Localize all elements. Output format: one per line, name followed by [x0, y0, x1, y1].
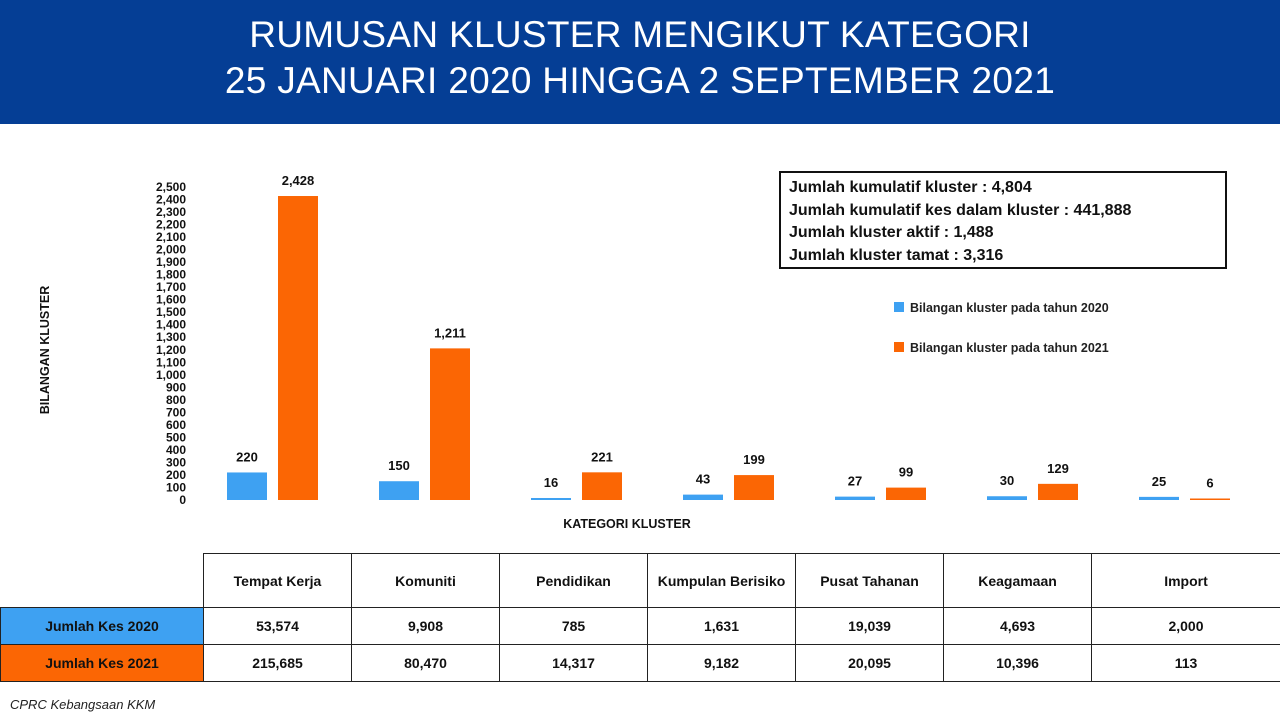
x-axis-title: KATEGORI KLUSTER — [563, 517, 691, 531]
bar-2020 — [1139, 497, 1179, 500]
y-tick-label: 1,600 — [155, 292, 186, 307]
y-tick-label: 100 — [165, 480, 186, 495]
page-subtitle: 25 JANUARI 2020 HINGGA 2 SEPTEMBER 2021 — [224, 60, 1056, 101]
y-tick-label: 1,500 — [155, 305, 186, 320]
table-cell: 1,631 — [648, 608, 796, 645]
y-tick-label: 2,500 — [155, 180, 186, 194]
bar-2020 — [379, 481, 419, 500]
summary-active-clusters: Jumlah kluster aktif : 1,488 — [789, 224, 994, 241]
table-header-cell: Komuniti — [352, 554, 500, 608]
legend-label: Bilangan kluster pada tahun 2021 — [910, 341, 1109, 355]
bar-value-label: 6 — [1206, 475, 1214, 491]
table-corner-cell — [1, 554, 204, 608]
bar-value-label: 2,428 — [281, 173, 315, 189]
table-header-cell: Import — [1092, 554, 1280, 608]
table-cell: 53,574 — [204, 608, 352, 645]
table-cell: 9,908 — [352, 608, 500, 645]
summary-ended-clusters: Jumlah kluster tamat : 3,316 — [789, 246, 1004, 264]
bar-2021 — [734, 475, 774, 500]
y-tick-label: 1,700 — [155, 280, 186, 295]
table-cell: 4,693 — [944, 608, 1092, 645]
table-cell: 785 — [500, 608, 648, 645]
bar-2021 — [1190, 499, 1230, 501]
y-tick-label: 300 — [165, 455, 186, 470]
bar-value-label: 220 — [236, 449, 258, 465]
table-cell: 80,470 — [352, 645, 500, 682]
bar-value-label: 27 — [847, 473, 863, 489]
bar-value-label: 150 — [388, 458, 410, 474]
title-banner — [0, 0, 1280, 124]
y-tick-label: 500 — [165, 430, 186, 445]
row-label-2020: Jumlah Kes 2020 — [1, 608, 204, 645]
summary-cumulative-cases: Jumlah kumulatif kes dalam kluster : 441,888 — [789, 201, 1132, 219]
table-cell: 9,182 — [648, 645, 796, 682]
y-tick-label: 2,000 — [155, 242, 186, 257]
legend-label: Bilangan kluster pada tahun 2020 — [910, 301, 1109, 315]
summary-box — [779, 171, 1227, 269]
bar-2020 — [227, 472, 267, 500]
bar-2020 — [987, 496, 1027, 500]
y-tick-label: 400 — [165, 442, 186, 457]
y-tick-label: 2,300 — [155, 205, 186, 220]
table-cell: 10,396 — [944, 645, 1092, 682]
y-axis-title: BILANGAN KLUSTER — [38, 285, 52, 415]
y-tick-label: 200 — [165, 467, 186, 482]
table-cell: 113 — [1092, 645, 1280, 682]
table-cell: 215,685 — [204, 645, 352, 682]
row-label-2021: Jumlah Kes 2021 — [1, 645, 204, 682]
bar-2020 — [531, 498, 571, 500]
source-note: CPRC Kebangsaan KKM — [10, 697, 156, 712]
y-tick-label: 700 — [165, 405, 186, 420]
bar-value-label: 221 — [591, 449, 613, 465]
table-cell: 2,000 — [1092, 608, 1280, 645]
y-tick-label: 800 — [165, 392, 186, 407]
bar-2021 — [582, 472, 622, 500]
bar-value-label: 129 — [1047, 460, 1069, 476]
bar-value-label: 43 — [695, 471, 711, 487]
table-header-cell: Keagamaan — [944, 554, 1092, 608]
y-tick-label: 900 — [165, 380, 186, 395]
table-header-cell: Pusat Tahanan — [796, 554, 944, 608]
bar-value-label: 199 — [743, 452, 765, 468]
bar-value-label: 99 — [898, 464, 914, 480]
y-tick-label: 1,100 — [155, 355, 186, 370]
cases-table — [0, 553, 1280, 682]
table-cell: 14,317 — [500, 645, 648, 682]
bar-value-label: 30 — [999, 473, 1015, 489]
table-header-row — [1, 554, 1280, 608]
legend-swatch — [894, 342, 904, 352]
y-tick-label: 600 — [165, 417, 186, 432]
bar-2021 — [1038, 484, 1078, 500]
bar-value-label: 16 — [543, 474, 559, 490]
y-tick-label: 1,400 — [155, 317, 186, 332]
y-tick-label: 1,900 — [155, 255, 186, 270]
bar-value-label: 25 — [1151, 473, 1167, 489]
bar-2021 — [278, 196, 318, 500]
bar-2020 — [683, 495, 723, 500]
y-tick-label: 2,400 — [155, 192, 186, 207]
bar-value-label: 1,211 — [434, 325, 466, 341]
bar-2020 — [835, 497, 875, 500]
table-cell: 20,095 — [796, 645, 944, 682]
y-tick-label: 1,200 — [155, 342, 186, 357]
y-tick-label: 1,800 — [155, 267, 186, 282]
table-header-cell: Kumpulan Berisiko — [648, 554, 796, 608]
summary-cumulative-clusters: Jumlah kumulatif kluster : 4,804 — [789, 179, 1032, 196]
y-tick-label: 2,100 — [155, 230, 186, 245]
bar-2021 — [886, 488, 926, 500]
y-tick-label: 1,000 — [155, 367, 186, 382]
y-tick-label: 2,200 — [155, 217, 186, 232]
y-tick-label: 1,300 — [155, 330, 186, 345]
table-header-cell: Pendidikan — [500, 554, 648, 608]
table-header-cell: Tempat Kerja — [204, 554, 352, 608]
legend-swatch — [894, 302, 904, 312]
y-tick-label: 0 — [179, 493, 186, 507]
page-title: RUMUSAN KLUSTER MENGIKUT KATEGORI — [249, 14, 1031, 55]
table-row — [1, 645, 1280, 682]
table-cell: 19,039 — [796, 608, 944, 645]
bar-2021 — [430, 348, 470, 500]
table-row — [1, 608, 1280, 645]
